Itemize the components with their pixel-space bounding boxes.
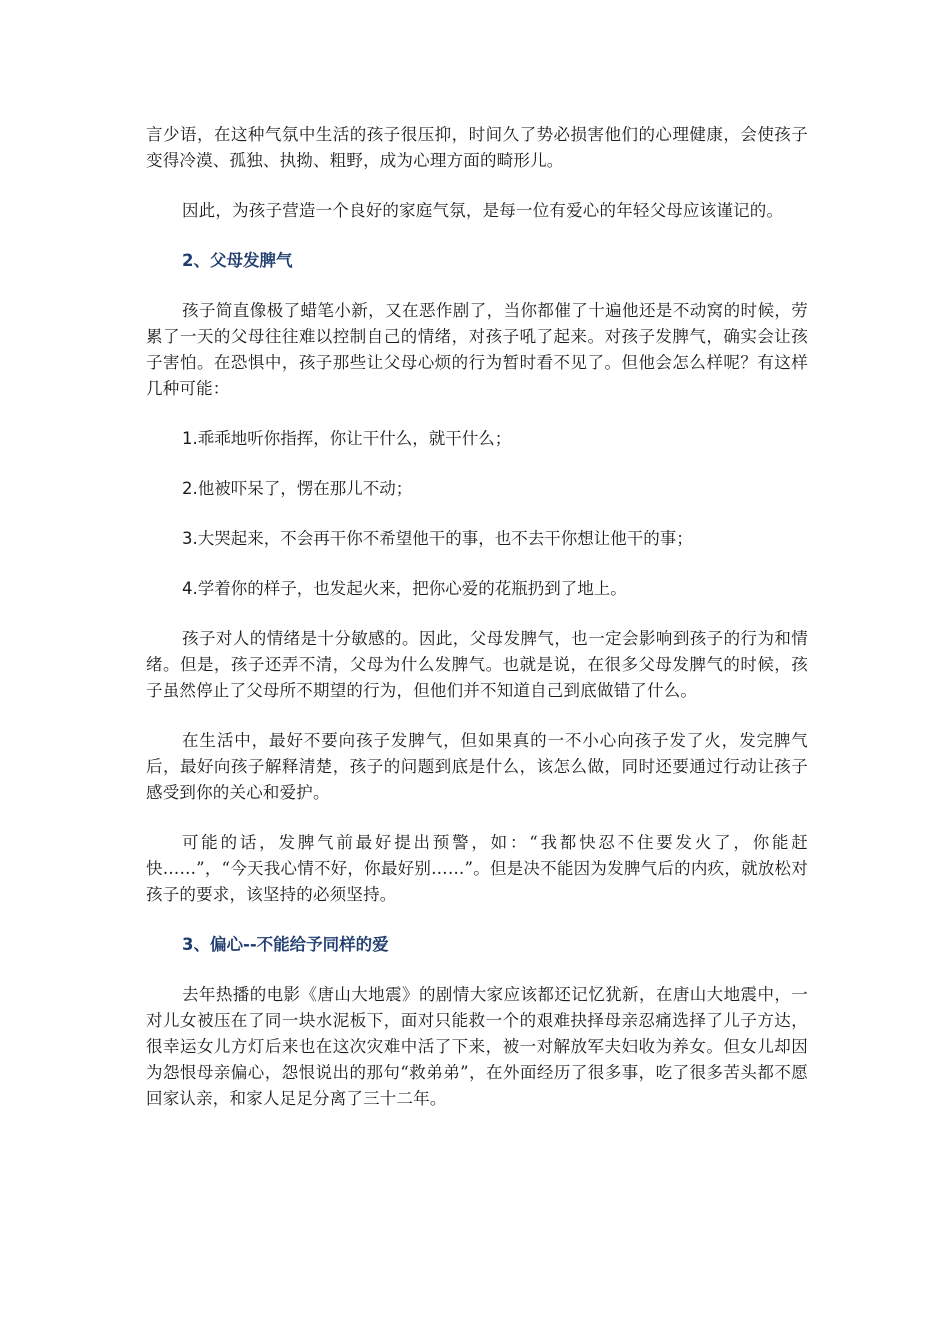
section2-intro: 孩子简直像极了蜡笔小新，又在恶作剧了，当你都催了十遍他还是不动窝的时候，劳累了一天的父母往往难以控制自己的情绪，对孩子吼了起来。对孩子发脾气，确实会让孩子害怕。在恐惧中，孩子那些让父母心烦的行为暂时看不见了。但他会怎么样呢？有这样几种可能： (146, 301, 808, 398)
list-item (146, 426, 808, 452)
paragraph-conclusion: 因此，为孩子营造一个良好的家庭气氛，是每一位有爱心的年轻父母应该谨记的。 (182, 201, 784, 220)
section3-paragraph: 去年热播的电影《唐山大地震》的剧情大家应该都还记忆犹新，在唐山大地震中，一对儿女被压在了同一块水泥板下，面对只能救一个的艰难抉择母亲忍痛选择了儿子方达，很幸运女儿方灯后来也在这次灾难中活了下来，被一对解放军夫妇收为养女。但女儿却因为怨恨母亲偏心，怨恨说出的那句“救弟弟”，在外面经历了很多事，吃了很多苦头都不愿回家认亲，和家人足足分离了三十二年。 (146, 985, 808, 1108)
list-item-text: 大哭起来，不会再干你不希望他干的事，也不去干你想让他干的事； (197, 529, 693, 548)
list-item (146, 526, 808, 552)
section-heading-3: 3、偏心--不能给予同样的爱 (182, 935, 389, 954)
section2-paragraph: 可能的话，发脾气前最好提出预警，如：“我都快忍不住要发火了，你能赶快……”，“今天我心情不好，你最好别……”。但是决不能因为发脾气后的内疚，就放松对孩子的要求，该坚持的必须坚持。 (146, 833, 808, 904)
list-item-number: 2. (182, 479, 198, 498)
list-item-text: 乖乖地听你指挥，你让干什么，就干什么； (197, 429, 512, 448)
list-item-number: 1. (182, 429, 198, 448)
paragraph-continuation: 言少语，在这种气氛中生活的孩子很压抑，时间久了势必损害他们的心理健康，会使孩子变得冷漠、孤独、执拗、粗野，成为心理方面的畸形儿。 (146, 125, 808, 170)
list-item (146, 476, 808, 502)
list-item-text: 他被吓呆了，愣在那儿不动； (197, 479, 413, 498)
section-heading-2: 2、父母发脾气 (182, 251, 293, 270)
document-page (146, 122, 808, 1136)
list-item (146, 576, 808, 602)
section2-paragraph: 在生活中，最好不要向孩子发脾气，但如果真的一不小心向孩子发了火，发完脾气后，最好向孩子解释清楚，孩子的问题到底是什么，该怎么做，同时还要通过行动让孩子感受到你的关心和爱护。 (146, 731, 808, 802)
section2-paragraph: 孩子对人的情绪是十分敏感的。因此，父母发脾气，也一定会影响到孩子的行为和情绪。但是，孩子还弄不清，父母为什么发脾气。也就是说，在很多父母发脾气的时候，孩子虽然停止了父母所不期望的行为，但他们并不知道自己到底做错了什么。 (146, 629, 808, 700)
list-item-number: 3. (182, 529, 198, 548)
list-item-number: 4. (182, 579, 198, 598)
list-item-text: 学着你的样子，也发起火来，把你心爱的花瓶扔到了地上。 (197, 579, 627, 598)
